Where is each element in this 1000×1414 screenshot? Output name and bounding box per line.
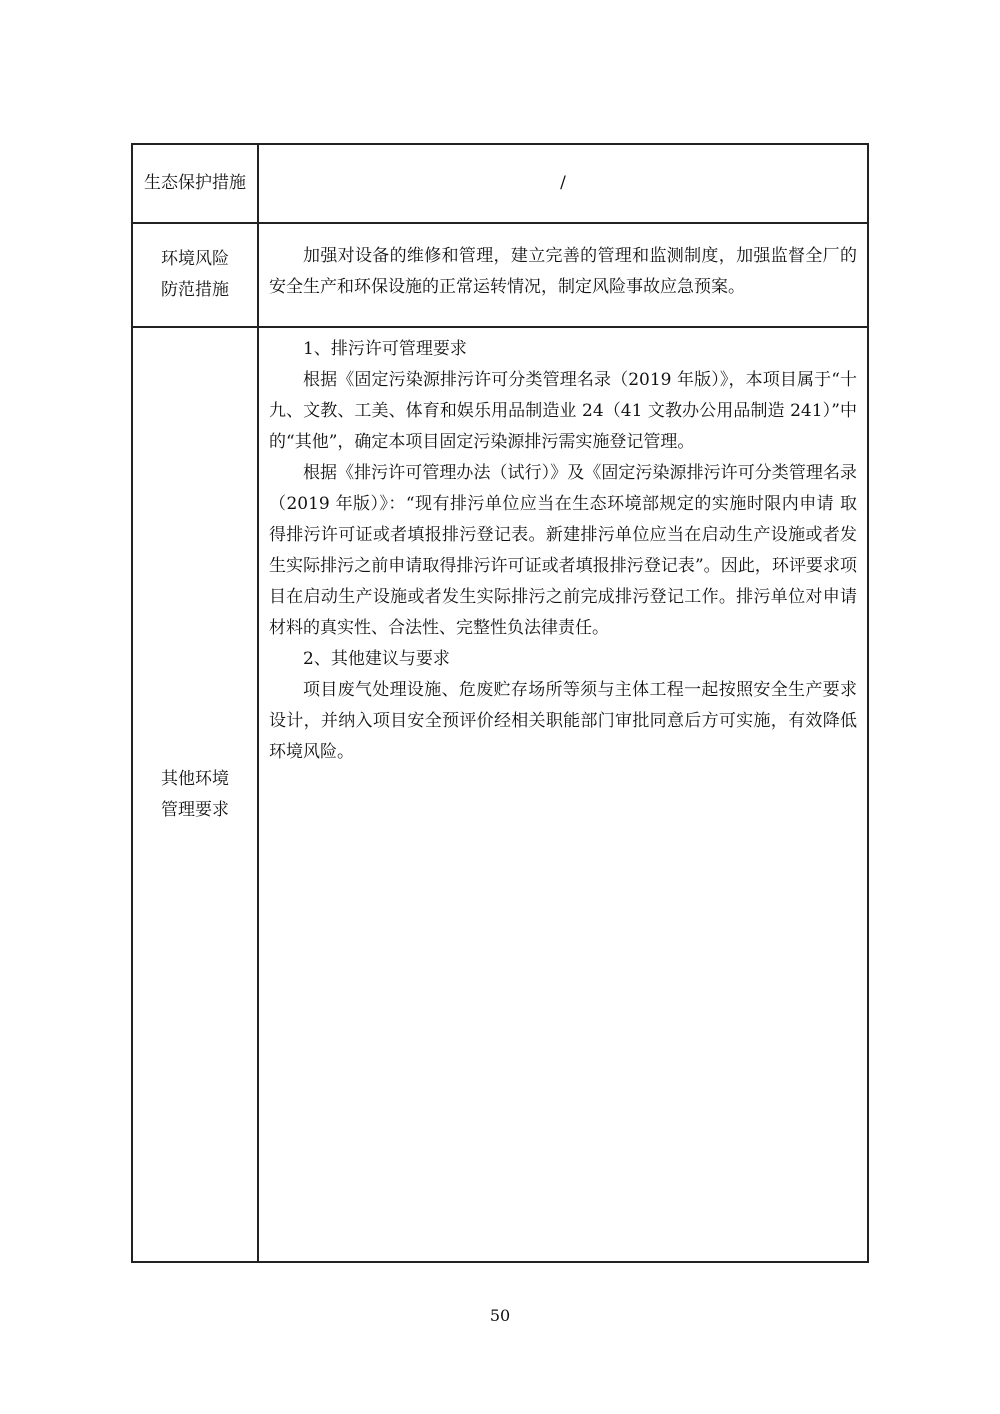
row-label-line: 管理要求 xyxy=(161,799,229,820)
row-label-line: 防范措施 xyxy=(161,280,229,300)
row-content-other-requirements xyxy=(258,327,868,1262)
table-row-other-requirements xyxy=(132,327,868,1262)
row-label-risk-prevention xyxy=(132,223,258,327)
row-content-text: / xyxy=(560,173,566,193)
row-label-eco-protection xyxy=(132,144,258,223)
table-row-risk-prevention xyxy=(132,223,868,327)
environmental-measures-table xyxy=(131,143,869,1263)
section-heading: 1、排污许可管理要求 xyxy=(303,339,467,359)
row-content-text: 加强对设备的维修和管理，建立完善的管理和监测制度，加强监督全厂的安全生产和环保设施的正常运转情况，制定风险事故应急预案。 xyxy=(269,246,857,297)
page-number: 50 xyxy=(489,1306,511,1325)
paragraph: 项目废气处理设施、危废贮存场所等须与主体工程一起按照安全生产要求设计，并纳入项目安全预评价经相关职能部门审批同意后方可实施，有效降低环境风险。 xyxy=(269,680,857,762)
section-heading: 2、其他建议与要求 xyxy=(303,649,450,669)
paragraph: 根据《固定污染源排污许可分类管理名录（2019 年版）》，本项目属于“十九、文教、工美、体育和娱乐用品制造业 24（41 文教办公用品制造 241）”中的“其他”，确定本项目固定污染源排污需实施登记管理。 xyxy=(269,370,857,452)
row-label-line: 其他环境 xyxy=(161,768,229,789)
row-content-risk-prevention xyxy=(258,223,868,327)
paragraph: 根据《排污许可管理办法（试行）》及《固定污染源排污许可分类管理名录（2019 年版）》：“现有排污单位应当在生态环境部规定的实施时限内申请 取得排污许可证或者填报排污登记表。新建排污单位应当在启动生产设施或者发生实际排污之前申请取得排污许可证或者填报排污登记表”。因此，环评要求项目在启动生产设施或者发生实际排污之前完成排污登记工作。排污单位对申请材料的真实性、合法性、完整性负法律责任。 xyxy=(269,463,857,638)
table-row-eco-protection xyxy=(132,144,868,223)
row-label-other-requirements xyxy=(132,327,258,1262)
row-content-eco-protection xyxy=(258,144,868,223)
row-label-text: 生态保护措施 xyxy=(144,173,246,193)
paragraph-group xyxy=(259,328,867,768)
row-label-line: 环境风险 xyxy=(161,249,229,269)
